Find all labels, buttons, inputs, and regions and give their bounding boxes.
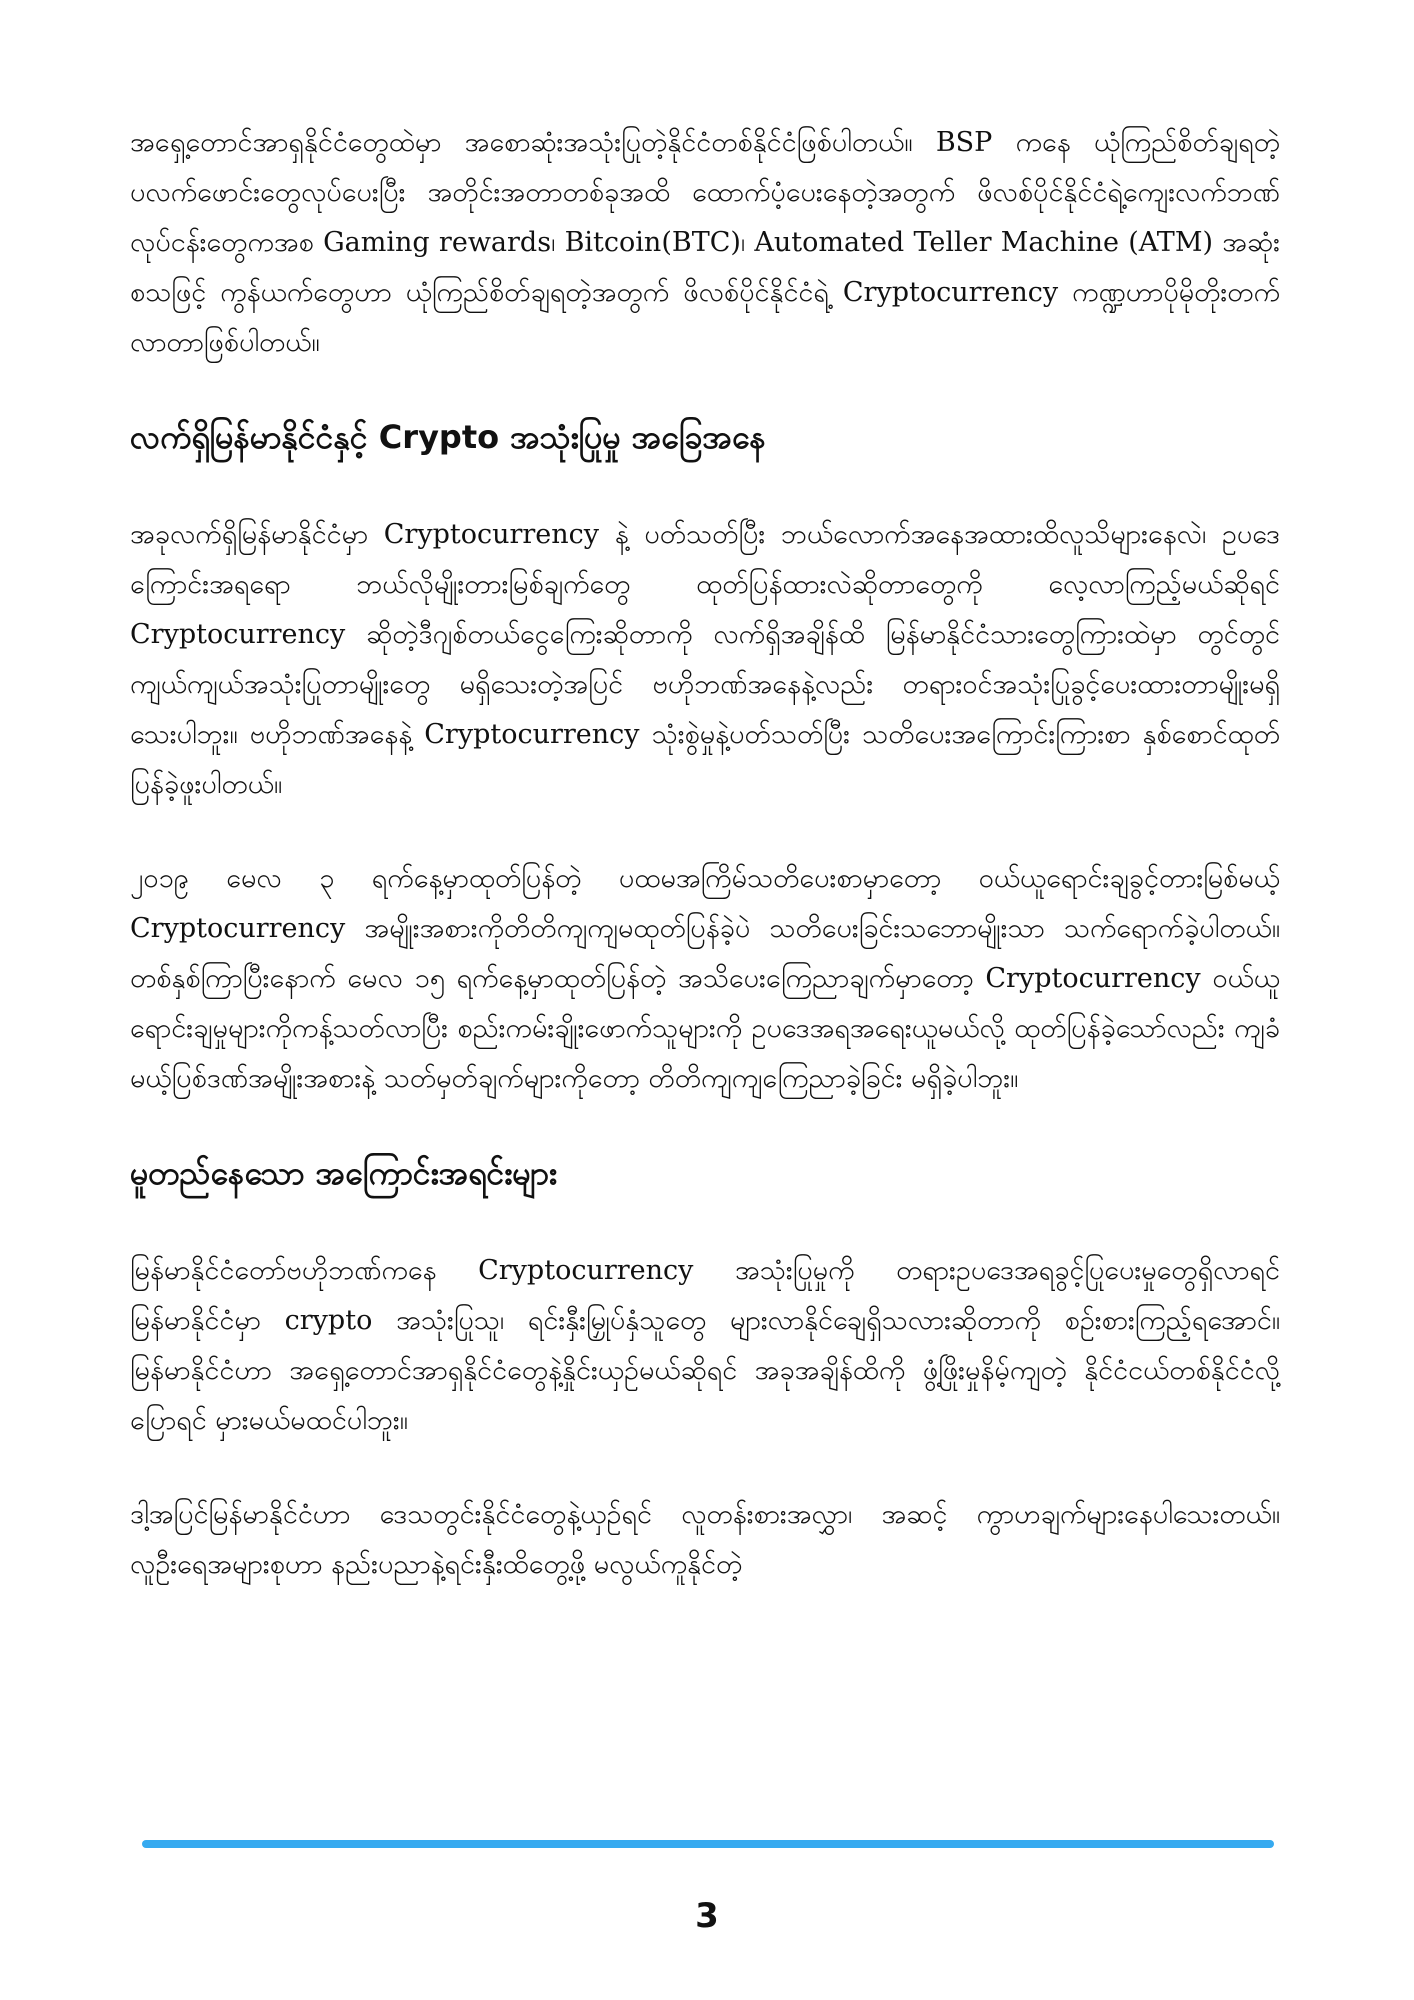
paragraph-underlying-factors-2: ဒါ့အပြင်မြန်မာနိုင်ငံဟာ ဒေသတွင်းနိုင်ငံတွေနဲ့ယှဉ်ရင် လူတန်းစားအလွှာ၊ အဆင့် ကွာဟချက်များနေပါသေးတယ်။ လူဦးရေအများစုဟာ နည်းပညာနဲ့ရင်းနှီးထိတွေ့ဖို့ မလွယ်ကူနိုင်တဲ့ [130, 1499, 1280, 1580]
footer-divider [142, 1840, 1274, 1848]
page-content [130, 118, 1280, 1634]
paragraph-current-status-2: ၂၀၁၉ မေလ ၃ ရက်နေ့မှာထုတ်ပြန်တဲ့ ပထမအကြိမ်သတိပေးစာမှာတော့ ဝယ်ယူရောင်းချခွင့်တားမြစ်မယ့် Cryptocurrency အမျိုးအစားကိုတိတိကျကျမထုတ်ပြန်ခဲ့ပဲ သတိပေးခြင်းသဘောမျိုးသာ သက်ရောက်ခဲ့ပါတယ်။ တစ်နှစ်ကြာပြီးနောက် မေလ ၁၅ ရက်နေ့မှာထုတ်ပြန်တဲ့ အသိပေးကြေညာချက်မှာတော့ Cryptocurrency ဝယ်ယူရောင်းချမှုများကိုကန့်သတ်လာပြီး စည်းကမ်းချိုးဖောက်သူများကို ဥပဒေအရအရေးယူမယ်လို့ ထုတ်ပြန်ခဲ့သော်လည်း ကျခံမယ့်ပြစ်ဒဏ်အမျိုးအစားနဲ့ သတ်မှတ်ချက်များကိုတော့ တိတိကျကျကြေညာခဲ့ခြင်း မရှိခဲ့ပါဘူး။ [130, 863, 1280, 1094]
paragraph-underlying-factors-1: မြန်မာနိုင်ငံတော်ဗဟိုဘဏ်ကနေ Cryptocurrency အသုံးပြုမှုကို တရားဥပဒေအရခွင့်ပြုပေးမှုတွေရှိလာရင် မြန်မာနိုင်ငံမှာ crypto အသုံးပြုသူ၊ ရင်းနှီးမြှုပ်နှံသူတွေ များလာနိုင်ချေရှိသလားဆိုတာကို စဉ်းစားကြည့်ရအောင်။ မြန်မာနိုင်ငံဟာ အရှေ့တောင်အာရှနိုင်ငံတွေနဲ့နှိုင်းယှဉ်မယ်ဆိုရင် အခုအချိန်ထိကို ဖွံ့ဖြိုးမှုနိမ့်ကျတဲ့ နိုင်ငံငယ်တစ်နိုင်ငံလို့ပြောရင် မှားမယ်မထင်ပါဘူး။ [130, 1255, 1280, 1436]
paragraph-current-status-1: အခုလက်ရှိမြန်မာနိုင်ငံမှာ Cryptocurrency နဲ့ ပတ်သတ်ပြီး ဘယ်လောက်အနေအထားထိလူသိများနေလဲ၊ ဥပဒေကြောင်းအရရော ဘယ်လိုမျိုးတားမြစ်ချက်တွေ ထုတ်ပြန်ထားလဲဆိုတာတွေကို လေ့လာကြည့်မယ်ဆိုရင် Cryptocurrency ဆိုတဲ့ဒီဂျစ်တယ်ငွေကြေးဆိုတာကို လက်ရှိအချိန်ထိ မြန်မာနိုင်ငံသားတွေကြားထဲမှာ တွင်တွင်ကျယ်ကျယ်အသုံးပြုတာမျိုးတွေ မရှိသေးတဲ့အပြင် ဗဟိုဘဏ်အနေနဲ့လည်း တရားဝင်အသုံးပြုခွင့်ပေးထားတာမျိုးမရှိသေးပါဘူး။ ဗဟိုဘဏ်အနေနဲ့ Cryptocurrency သုံးစွဲမှုနဲ့ပတ်သတ်ပြီး သတိပေးအကြောင်းကြားစာ နှစ်စောင်ထုတ်ပြန်ခဲ့ဖူးပါတယ်။ [130, 519, 1280, 800]
heading-underlying-factors: မူတည်နေသော အကြောင်းအရင်းများ [130, 1154, 558, 1192]
page-number: 3 [695, 1896, 719, 1936]
heading-current-status: လက်ရှိမြန်မာနိုင်ငံနှင့် Crypto အသုံးပြုမှု အခြေအနေ [130, 418, 766, 456]
paragraph-intro: အရှေ့တောင်အာရှနိုင်ငံတွေထဲမှာ အစောဆုံးအသုံးပြုတဲ့နိုင်ငံတစ်နိုင်ငံဖြစ်ပါတယ်။ BSP ကနေ ယုံကြည်စိတ်ချရတဲ့ ပလက်ဖောင်းတွေလုပ်ပေးပြီး အတိုင်းအတာတစ်ခုအထိ ထောက်ပံ့ပေးနေတဲ့အတွက် ဖိလစ်ပိုင်နိုင်ငံရဲ့ကျေးလက်ဘဏ်လုပ်ငန်းတွေကအစ Gaming rewards၊ Bitcoin(BTC)၊ Automated Teller Machine (ATM) အဆုံး စသဖြင့် ကွန်ယက်တွေဟာ ယုံကြည်စိတ်ချရတဲ့အတွက် ဖိလစ်ပိုင်နိုင်ငံရဲ့ Cryptocurrency ကဏ္ဍဟာပိုမိုတိုးတက် လာတာဖြစ်ပါတယ်။ [130, 127, 1280, 358]
